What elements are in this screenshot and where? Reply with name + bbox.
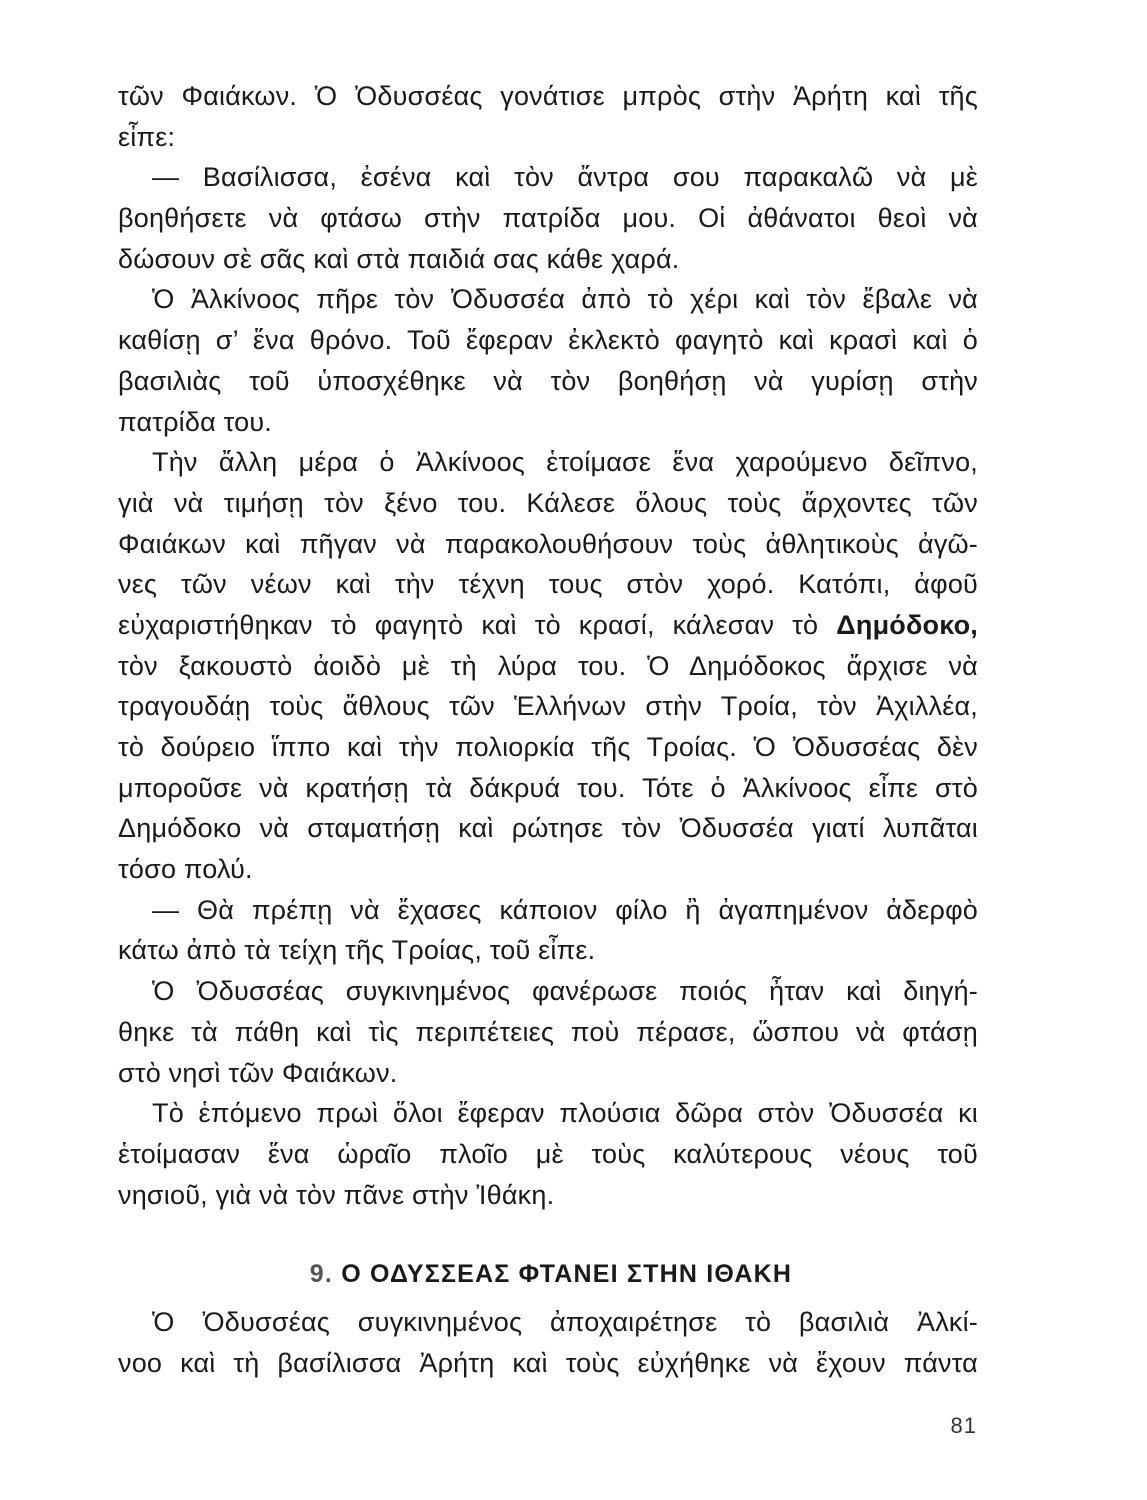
text-line: τῶν Φαιάκων. Ὁ Ὀδυσσέας γονάτισε μπρὸς στὴν Ἀρήτη καὶ τῆς <box>118 81 978 111</box>
paragraph-8 <box>118 1302 978 1383</box>
text-line: τόσο πολύ. <box>118 854 253 885</box>
paragraph-7 <box>118 1093 978 1215</box>
text-segment: εὐχαριστήθηκαν τὸ φαγητὸ καὶ τὸ κρασί, κάλεσαν τὸ <box>118 609 837 640</box>
text-line: τραγουδάῃ τοὺς ἄθλους τῶν Ἑλλήνων στὴν Τροία, τὸν Ἀχιλλέα, <box>118 691 978 722</box>
text-line: τὸν ξακουστὸ ἀοιδὸ μὲ τὴ λύρα του. Ὁ Δημόδοκος ἄρχισε νὰ <box>118 650 978 681</box>
text-line: Τὸ ἑπόμενο πρωὶ ὅλοι ἔφεραν πλούσια δῶρα στὸν Ὀδυσσέα κι <box>152 1098 978 1129</box>
text-line: Τὴν ἄλλη μέρα ὁ Ἀλκίνοος ἑτοίμασε ἕνα χαρούμενο δεῖπνο, <box>152 447 978 478</box>
page-body <box>118 76 978 1384</box>
text-line: δώσουν σὲ σᾶς καὶ στὰ παιδιά σας κάθε χαρά. <box>118 243 680 274</box>
paragraph-4 <box>118 442 978 890</box>
paragraph-1 <box>118 76 978 157</box>
text-line: Φαιάκων καὶ πῆγαν νὰ παρακολουθήσουν τοὺς ἀθλητικοὺς ἀγῶ- <box>118 528 978 559</box>
text-line: — Βασίλισσα, ἐσένα καὶ τὸν ἄντρα σου παρακαλῶ νὰ μὲ <box>152 162 978 193</box>
chapter-heading <box>118 1254 978 1294</box>
text-line: θηκε τὰ πάθη καὶ τὶς περιπέτειες ποὺ πέρασε, ὥσπου νὰ φτάσῃ <box>118 1016 978 1047</box>
paragraph-2 <box>118 157 978 279</box>
paragraph-6 <box>118 971 978 1093</box>
text-line: στὸ νησὶ τῶν Φαιάκων. <box>118 1057 398 1088</box>
text-line: Δημόδοκο νὰ σταματήσῃ καὶ ρώτησε τὸν Ὀδυσσέα γιατί λυπᾶται <box>118 813 978 844</box>
text-line: καθίσῃ σ’ ἕνα θρόνο. Τοῦ ἔφεραν ἐκλεκτὸ φαγητὸ καὶ κρασὶ καὶ ὁ <box>118 325 978 356</box>
text-line: γιὰ νὰ τιμήσῃ τὸν ξένο του. Κάλεσε ὅλους τοὺς ἄρχοντες τῶν <box>118 487 978 518</box>
text-line: νησιοῦ, γιὰ νὰ τὸν πᾶνε στὴν Ἰθάκη. <box>118 1179 555 1210</box>
text-line: εἶπε: <box>118 121 176 152</box>
text-line: — Θὰ πρέπῃ νὰ ἔχασες κάποιον φίλο ἢ ἀγαπημένον ἀδερφὸ <box>152 894 978 925</box>
text-line: Ὁ Ἀλκίνοος πῆρε τὸν Ὀδυσσέα ἀπὸ τὸ χέρι καὶ τὸν ἔβαλε νὰ <box>152 284 978 315</box>
text-line: κάτω ἀπὸ τὰ τείχη τῆς Τροίας, τοῦ εἶπε. <box>118 935 596 966</box>
text-line: βασιλιὰς τοῦ ὑποσχέθηκε νὰ τὸν βοηθήσῃ νὰ γυρίσῃ στὴν <box>118 365 978 396</box>
paragraph-5 <box>118 890 978 971</box>
page-number: 81 <box>950 1413 977 1438</box>
text-line: ἑτοίμασαν ἕνα ὡραῖο πλοῖο μὲ τοὺς καλύτερους νέους τοῦ <box>118 1138 978 1169</box>
text-line: τὸ δούρειο ἵππο καὶ τὴν πολιορκία τῆς Τροίας. Ὁ Ὀδυσσέας δὲν <box>118 732 978 762</box>
text-line: νοο καὶ τὴ βασίλισσα Ἀρήτη καὶ τοὺς εὐχήθηκε νὰ ἔχουν πάντα <box>118 1347 978 1378</box>
chapter-number: 9. <box>309 1260 334 1289</box>
chapter-title: Ο ΟΔΥΣΣΕΑΣ ΦΤΑΝΕΙ ΣΤΗΝ ΙΘΑΚΗ <box>341 1260 793 1289</box>
text-line: νες τῶν νέων καὶ τὴν τέχνη τους στὸν χορό. Κατόπι, ἀφοῦ <box>118 569 978 600</box>
text-line: Ὁ Ὀδυσσέας συγκινημένος φανέρωσε ποιός ἦταν καὶ διηγή- <box>152 976 978 1007</box>
paragraph-3 <box>118 279 978 442</box>
bold-name-demodokos: Δημόδοκο, <box>836 609 978 640</box>
text-line: Ὁ Ὀδυσσέας συγκινημένος ἀποχαιρέτησε τὸ βασιλιὰ Ἀλκί- <box>152 1307 978 1338</box>
text-line: μποροῦσε νὰ κρατήσῃ τὰ δάκρυά του. Τότε ὁ Ἀλκίνοος εἶπε στὸ <box>118 772 978 803</box>
text-line: πατρίδα του. <box>118 406 272 437</box>
text-line-with-bold-name <box>118 605 978 646</box>
text-line: βοηθήσετε νὰ φτάσω στὴν πατρίδα μου. Οἱ ἀθάνατοι θεοὶ νὰ <box>118 203 978 234</box>
